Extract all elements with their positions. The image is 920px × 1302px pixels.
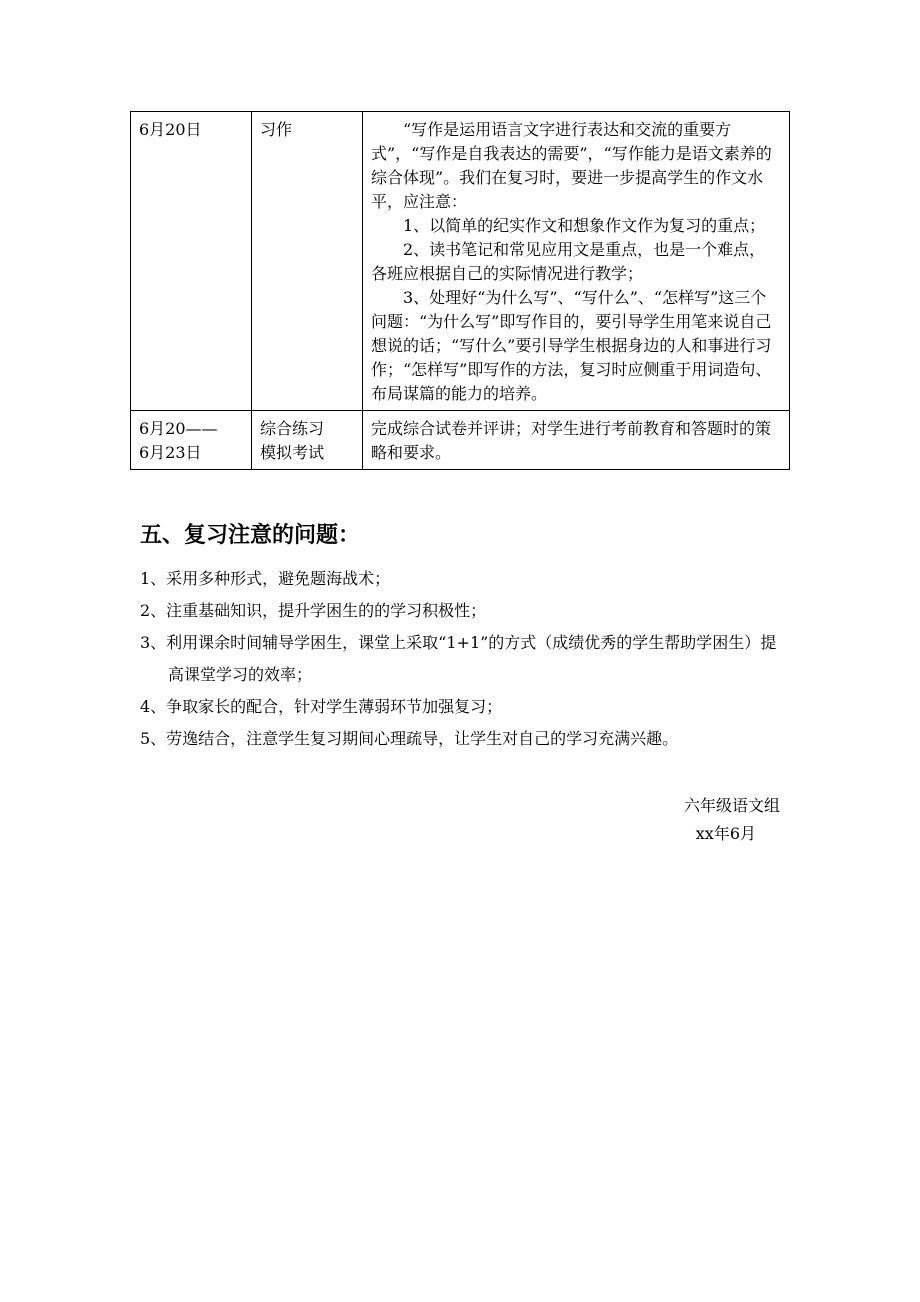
- content-point-2: 2、读书笔记和常见应用文是重点，也是一个难点，各班应根据自己的实际情况进行教学；: [371, 240, 766, 283]
- notes-list: [140, 563, 790, 755]
- list-item: 2、注重基础知识，提升学困生的的学习积极性；: [140, 601, 487, 620]
- subject-line-2: 模拟考试: [260, 443, 325, 462]
- signature-group: 六年级语文组: [683, 796, 780, 815]
- table-row: [131, 112, 790, 411]
- date-cell: [131, 112, 252, 411]
- content-point-1: 1、以简单的纪实作文和想象作文作为复习的重点；: [403, 216, 766, 235]
- subject-text: 习作: [260, 120, 293, 139]
- subject-line-1: 综合练习: [260, 419, 325, 438]
- date-line-2: 6月23日: [139, 443, 202, 462]
- content-point-3: 3、处理好“为什么写”、“写什么”、“怎样写”这三个问题：“为什么写”即写作目的，要引导学生用笔来说自己想说的话；“写什么”要引导学生根据身边的人和事进行习作；“怎样写”即写作的方法，复习时应侧重于用词造句、布局谋篇的能力的培养。: [371, 288, 772, 403]
- review-schedule-table: [130, 111, 790, 470]
- content-text: 完成综合试卷并评讲；对学生进行考前教育和答题时的策略和要求。: [371, 419, 772, 462]
- table-row: [131, 411, 790, 470]
- signature-date: xx年6月: [695, 824, 756, 843]
- date-cell: [131, 411, 252, 470]
- list-item: 5、劳逸结合，注意学生复习期间心理疏导，让学生对自己的学习充满兴趣。: [140, 729, 679, 748]
- subject-cell: [252, 112, 363, 411]
- list-item: 1、采用多种形式，避免题海战术；: [140, 569, 391, 588]
- content-cell: [363, 411, 790, 470]
- content-cell: [363, 112, 790, 411]
- date-line-1: 6月20——: [139, 419, 218, 438]
- content-intro: “写作是运用语言文字进行表达和交流的重要方式”，“写作是自我表达的需要”，“写作能力是语文素养的综合体现”。我们在复习时，要进一步提高学生的作文水平，应注意：: [371, 120, 772, 211]
- signature-block: [580, 792, 780, 848]
- list-item: 3、利用课余时间辅导学困生，课堂上采取“1+1”的方式（成绩优秀的学生帮助学困生）提高课堂学习的效率；: [140, 633, 777, 684]
- section-title: 五、复习注意的问题：: [140, 523, 361, 548]
- list-item: 4、争取家长的配合，针对学生薄弱环节加强复习；: [140, 697, 503, 716]
- subject-cell: [252, 411, 363, 470]
- date-text: 6月20日: [139, 120, 202, 139]
